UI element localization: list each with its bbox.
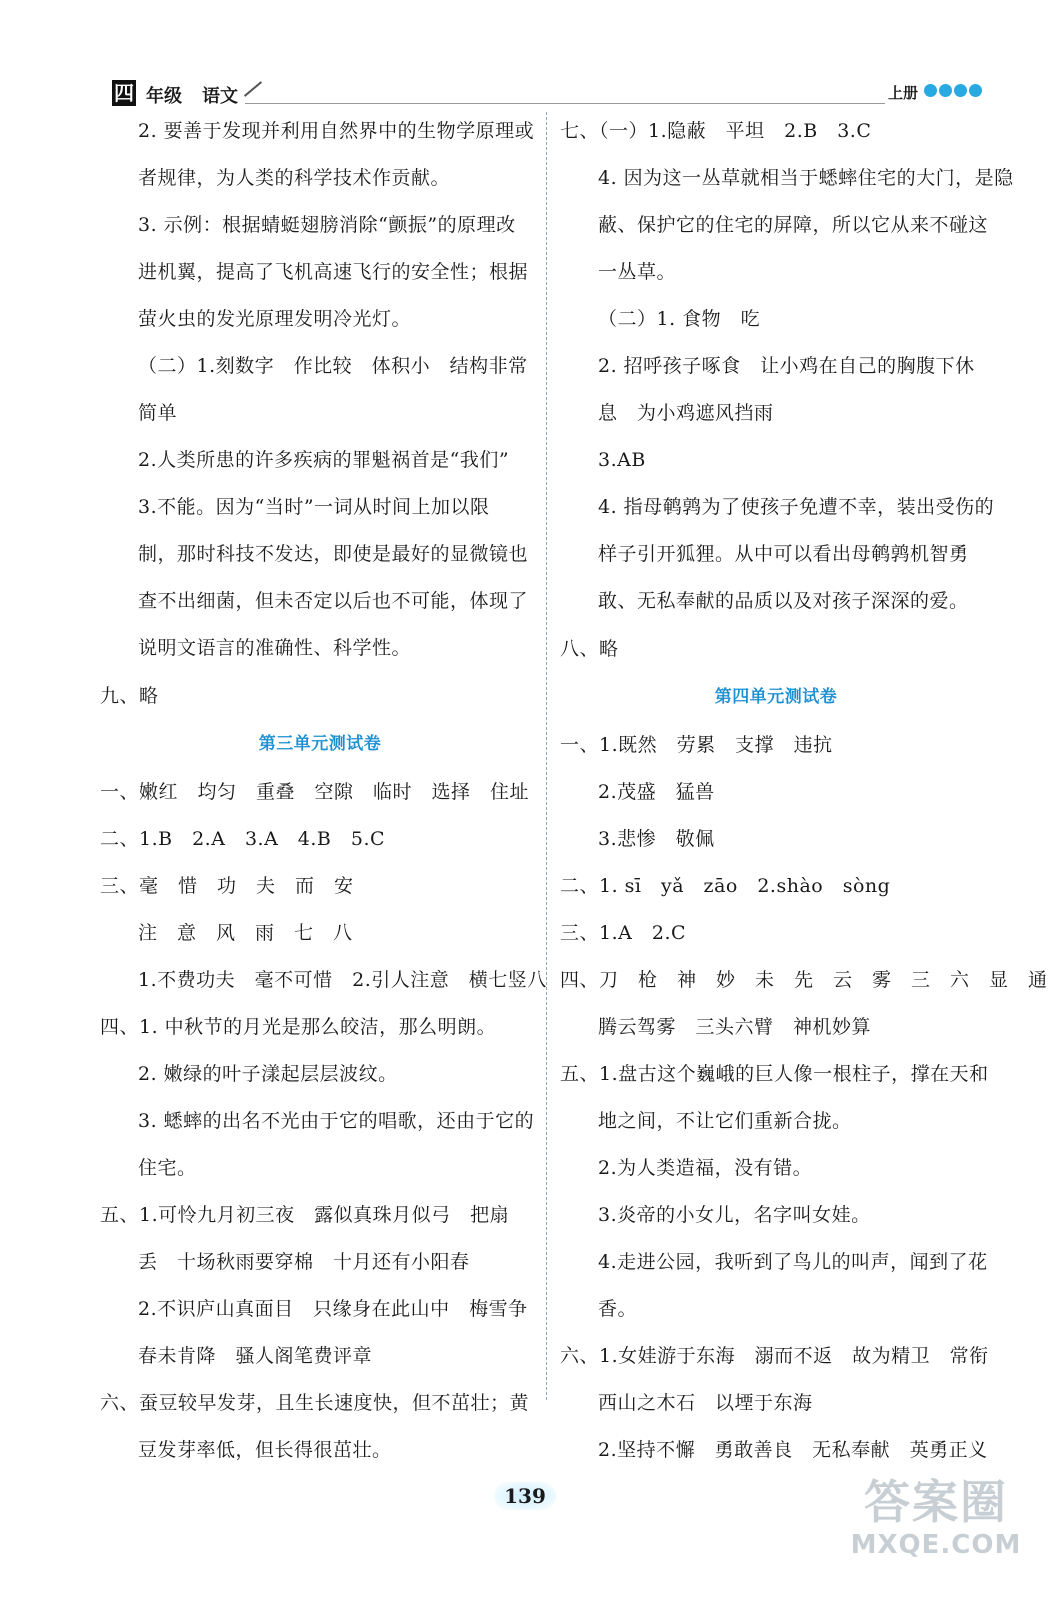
answer-line: 香。 xyxy=(598,1298,638,1320)
answer-line: 三、1.A 2.C xyxy=(560,922,687,944)
answer-line: 2. 招呼孩子啄食 让小鸡在自己的胸腹下休 xyxy=(598,355,975,377)
answer-line: 者规律，为人类的科学技术作贡献。 xyxy=(138,167,451,189)
answer-line: 3.不能。因为“当时”一词从时间上加以限 xyxy=(138,496,490,518)
answer-line: 3.炎帝的小女儿，名字叫女娃。 xyxy=(598,1204,871,1226)
volume-label: 上册 xyxy=(888,84,919,102)
answer-line: 萤火虫的发光原理发明冷光灯。 xyxy=(138,308,412,330)
watermark-logo xyxy=(846,1474,1026,1570)
answer-line: 简单 xyxy=(138,402,178,424)
answer-line: 说明文语言的准确性、科学性。 xyxy=(138,637,412,659)
answer-line: 查不出细菌，但未否定以后也不可能，体现了 xyxy=(138,590,529,612)
answer-line: 一、嫩红 均匀 重叠 空隙 临时 选择 住址 xyxy=(100,781,530,803)
answer-line: 4.走进公园，我听到了鸟儿的叫声，闻到了花 xyxy=(598,1251,988,1273)
answer-line: 3.AB xyxy=(598,449,646,471)
answer-line: 三、毫 惜 功 夫 而 安 xyxy=(100,875,354,897)
page-header xyxy=(0,0,1050,112)
header-rule xyxy=(245,103,885,104)
answer-line: 住宅。 xyxy=(138,1157,197,1179)
answer-line: 4. 因为这一丛草就相当于蟋蟀住宅的大门，是隐 xyxy=(598,167,1014,189)
answer-line: 二、1.B 2.A 3.A 4.B 5.C xyxy=(100,828,386,850)
answer-line: （二）1.刻数字 作比较 体积小 结构非常 xyxy=(138,355,528,377)
answer-line: 八、略 xyxy=(560,638,619,660)
answer-line: 一丛草。 xyxy=(598,261,677,283)
answer-line: 九、略 xyxy=(100,685,159,707)
answer-line: 3.悲惨 敬佩 xyxy=(598,828,715,850)
answer-line: 地之间，不让它们重新合拢。 xyxy=(598,1110,852,1132)
answer-line: 2. 要善于发现并利用自然界中的生物学原理或 xyxy=(138,120,535,142)
answer-line: 四、刀 枪 神 妙 未 先 云 雾 三 六 显 通 xyxy=(560,969,1048,991)
answer-line: 腾云驾雾 三头六臂 神机妙算 xyxy=(598,1016,872,1038)
answer-line: 七、（一）1.隐蔽 平坦 2.B 3.C xyxy=(560,120,872,142)
answer-line: 2.不识庐山真面目 只缘身在此山中 梅雪争 xyxy=(138,1298,528,1320)
header-slash xyxy=(244,81,262,97)
watermark-title: 答案圈 xyxy=(864,1475,1008,1529)
column-divider xyxy=(546,112,548,1400)
answer-line: 2.为人类造福，没有错。 xyxy=(598,1157,813,1179)
answer-line: 2.茂盛 猛兽 xyxy=(598,781,715,803)
page-number-label: 139 xyxy=(494,1482,556,1510)
grade-badge: 四 xyxy=(114,81,134,105)
answer-line: 样子引开狐狸。从中可以看出母鹌鹑机智勇 xyxy=(598,543,969,565)
answer-line: 制，那时科技不发达，即使是最好的显微镜也 xyxy=(138,543,529,565)
subject-label: 语文 xyxy=(202,86,238,107)
answer-line: 敢、无私奉献的品质以及对孩子深深的爱。 xyxy=(598,590,969,612)
volume-decoration-icon xyxy=(924,84,982,97)
answer-line: （二）1. 食物 吃 xyxy=(598,308,761,330)
answer-line: 五、1.盘古这个巍峨的巨人像一根柱子，撑在天和 xyxy=(560,1063,989,1085)
watermark-url: MXQE.COM xyxy=(850,1530,1022,1560)
answer-line: 1.不费功夫 毫不可惜 2.引人注意 横七竖八 xyxy=(138,969,547,991)
answer-line: 3. 蟋蟀的出名不光由于它的唱歌，还由于它的 xyxy=(138,1110,535,1132)
grade-label: 年级 xyxy=(146,86,182,107)
answer-line: 2.人类所患的许多疾病的罪魁祸首是“我们” xyxy=(138,449,510,471)
answer-line: 2.坚持不懈 勇敢善良 无私奉献 英勇正义 xyxy=(598,1439,988,1461)
answer-line: 注 意 风 雨 七 八 xyxy=(138,922,353,944)
answer-line: 丢 十场秋雨要穿棉 十月还有小阳春 xyxy=(138,1251,470,1273)
answer-line: 4. 指母鹌鹑为了使孩子免遭不幸，装出受伤的 xyxy=(598,496,995,518)
answer-line: 六、蚕豆较早发芽，且生长速度快，但不茁壮；黄 xyxy=(100,1392,530,1414)
answer-line: 2. 嫩绿的叶子漾起层层波纹。 xyxy=(138,1063,398,1085)
answer-line: 息 为小鸡遮风挡雨 xyxy=(598,402,774,424)
left-column xyxy=(100,108,547,1474)
answer-line: 春未肯降 骚人阁笔费评章 xyxy=(138,1345,373,1367)
answer-line: 进机翼，提高了飞机高速飞行的安全性；根据 xyxy=(138,261,529,283)
section-title-unit4: 第四单元测试卷 xyxy=(714,687,838,707)
answer-line: 一、1.既然 劳累 支撑 违抗 xyxy=(560,734,833,756)
answer-line: 六、1.女娃游于东海 溺而不返 故为精卫 常衔 xyxy=(560,1345,989,1367)
answer-line: 二、1. sī yǎ zāo 2.shào sòng xyxy=(560,875,891,897)
answer-line: 3. 示例：根据蜻蜓翅膀消除“颤振”的原理改 xyxy=(138,214,516,236)
answer-line: 蔽、保护它的住宅的屏障，所以它从来不碰这 xyxy=(598,214,989,236)
answer-line: 四、1. 中秋节的月光是那么皎洁，那么明朗。 xyxy=(100,1016,497,1038)
answer-line: 五、1.可怜九月初三夜 露似真珠月似弓 把扇 xyxy=(100,1204,510,1226)
section-title-unit3: 第三单元测试卷 xyxy=(258,734,382,754)
answer-line: 西山之木石 以堙于东海 xyxy=(598,1392,813,1414)
answer-line: 豆发芽率低，但长得很茁壮。 xyxy=(138,1439,392,1461)
right-column xyxy=(560,108,1048,1474)
